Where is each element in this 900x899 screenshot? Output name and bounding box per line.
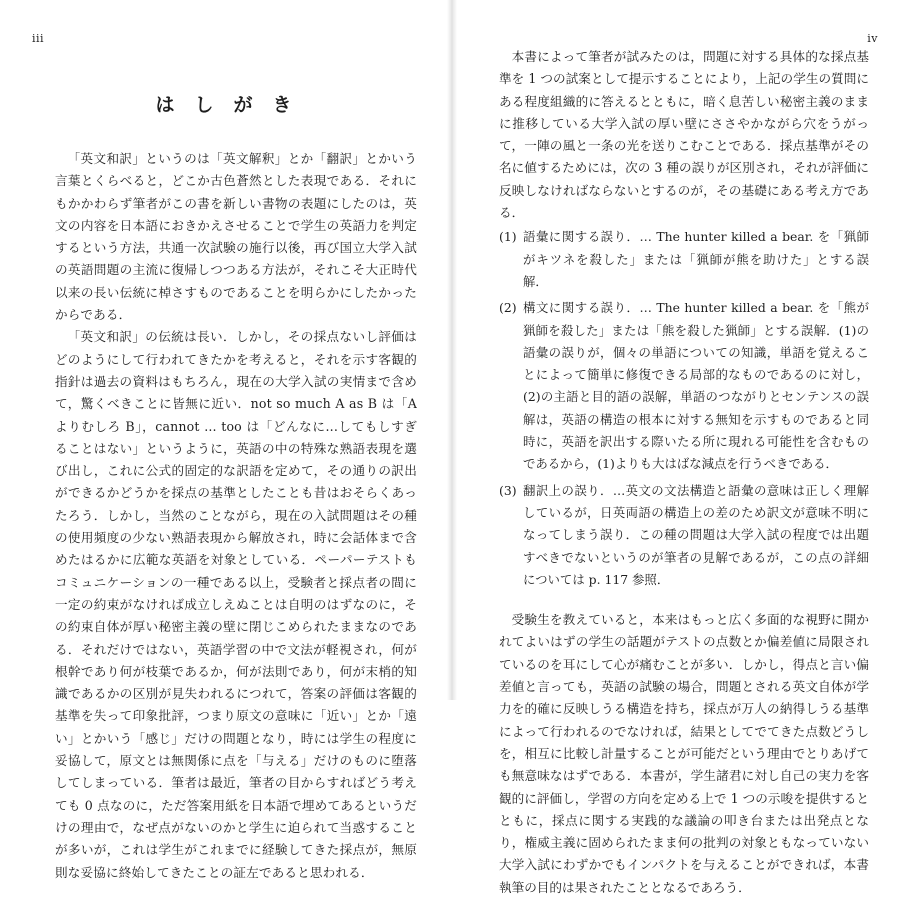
list-item (499, 480, 869, 591)
right-page-body (499, 46, 869, 899)
left-page-body (55, 148, 417, 884)
list-item-text: 語彙に関する誤り．… The hunter killed a bear. を「猟師がキツネを殺した」または「猟師が熊を助けた」とする誤解． (523, 229, 869, 289)
list-item (499, 297, 869, 475)
paragraph: 「英文和訳」の伝統は長い．しかし，その採点ないし評価はどのようにして行われてきたかを考えると，それを示す客観的指針は過去の資料はもちろん，現在の大学入試の実情まで含めて，驚くべきことに皆無に近い．not so much A as B は「A よりむしろ B」，cannot ... too は「どんなに...してもしすぎることはない」というように，英語の中の特殊な熟語表現を選び出し，これに公式的固定的な訳語を定めて，その通りの訳出ができるかどうかを採点の基準としたことも昔はおそらくあったろう．しかし，当然のことながら，現在の入試問題はその種の使用頻度の少ない熟語表現から解放され，時に会話体まで含めたはるかに広範な英語を対象としている．ペーパーテストもコミュニケーションの一種である以上，受験者と採点者の間に一定の約束がなければ成立しえぬことは自明のはずなのに，その約束自体が厚い秘密主義の壁に閉じこめられたままなのである．それだけではない，英語学習の中で文法が軽視され，何が根幹であり何が枝葉であるか，何が法則であり，何が末梢的知識であるかの区別が見失われるにつれて，答案の評価は客観的基準を失って印象批評，つまり原文の意味に「近い」とか「遠い」とかいう「感じ」だけの問題となり，時には学生の程度に妥協して，原文とは無関係に点を「与える」だけのものに堕落してしまっている．筆者は最近，筆者の目からすればどう考えても 0 点なのに，ただ答案用紙を日本語で埋めてあるというだけの理由で，なぜ点がないのかと学生に迫られて当惑することが多いが，これは学生がこれまでに経験してきた採点が，無原則な妥協に終始してきたことの証左であると思われる． (55, 329, 417, 880)
list-marker: (3) (499, 482, 517, 498)
list-item-text: 構文に関する誤り．… The hunter killed a bear. を「熊が猟師を殺した」または「熊を殺した猟師」とする誤解．(1)の語彙の誤りが，個々の単語についての知識，単語を覚えることによって簡単に修復できる局部的なものであるのに対し，(2)の主語と目的語の誤解，単語のつながりとセンテンスの誤解は，英語の構造の根本に対する無知を示すものであると同時に，英語を訳出する際いたる所に現れる可能性を含むものであるから，(1)よりも大はばな減点を行うべきである． (523, 300, 869, 472)
paragraph: 本書によって筆者が試みたのは，問題に対する具体的な採点基準を 1 つの試案として提示することにより，上記の学生の質問にある程度組織的に答えるとともに，暗く息苦しい秘密主義のままに推移している大学入試の厚い壁にささやかながら穴をうがって，一陣の風と一条の光を送りこむことである．採点基準がその名に値するためには，次の 3 種の誤りが区別され，それが評価に反映しなければならないとするのが，その基礎にある考え方である． (499, 49, 869, 221)
chapter-title: はしがき (155, 94, 312, 116)
list-marker: (2) (499, 300, 517, 316)
paragraph: 受験生を教えていると，本来はもっと広く多面的な視野に開かれてよいはずの学生の話題がテストの点数とか偏差値に局限されているのを耳にして心が痛むことが多い．しかし，得点と言い偏差値と言っても，英語の試験の場合，問題とされる英文自体が学力を的確に反映しうる構造を持ち，採点が万人の納得しうる基準によって行われるのでなければ，結果としてでてきた点数どうしを，相互に比較し計量することが可能だという理由でとりあげても無意味なはずである．本書が，学生諸君に対し自己の実力を客観的に評価し，学習の方向を定める上で 1 つの示唆を提供するとともに，採点に関する実践的な議論の叩き台または出発点となり，権威主義に固められたまま何の批判の対象ともなっていない大学入試にわずかでもインパクトを与えることができれば，本書執筆の目的は果されたこととなるであろう． (499, 612, 870, 895)
page-number-left: iii (32, 32, 45, 45)
list-item (499, 226, 869, 293)
book-gutter (447, 0, 457, 700)
paragraph: 「英文和訳」というのは「英文解釈」とか「翻訳」とかいう言葉とくらべると，どこか古色蒼然とした表現である．それにもかかわらず筆者がこの書を新しい書物の表題にしたのは，英文の内容を日本語におきかえさせることで学生の英語力を判定するという方法，共通一次試験の施行以後，再び国立大学入試の英語問題の主流に復帰しつつある方法が，それこそ大正時代以来の長い伝統に棹さすものであることを明らかにしたかったからである． (55, 151, 417, 323)
list-item-text: 翻訳上の誤り．…英文の文法構造と語彙の意味は正しく理解しているが，日英両語の構造上の差のため訳文が意味不明になってしまう誤り．この種の問題は大学入試の程度では出題すべきでないというのが筆者の見解であるが，この点の詳細については p. 117 参照． (523, 482, 869, 587)
error-type-list (499, 226, 869, 591)
list-marker: (1) (499, 229, 517, 245)
left-page (0, 0, 447, 880)
right-page (457, 0, 900, 895)
section-gap (499, 595, 869, 609)
page-number-right: iv (867, 32, 878, 45)
